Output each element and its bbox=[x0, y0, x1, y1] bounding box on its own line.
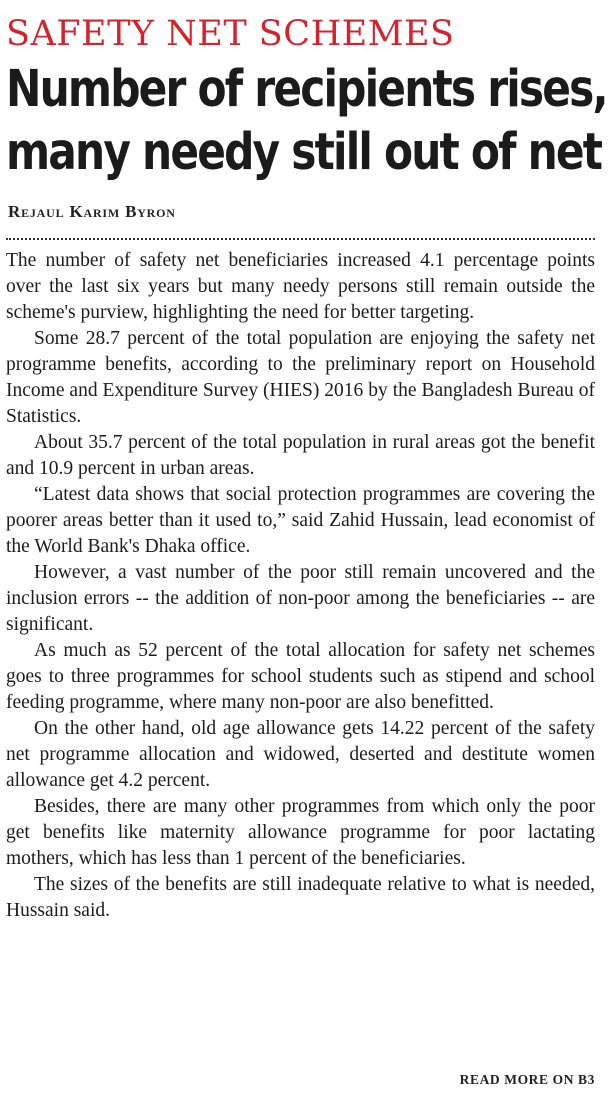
article-body bbox=[6, 248, 595, 924]
paragraph-1: The number of safety net beneficiaries increased 4.1 percentage points over the last six years but many needy persons still remain outside the scheme's purview, highlighting the need for better targeting. bbox=[6, 250, 595, 323]
section-kicker: SAFETY NET SCHEMES bbox=[6, 14, 455, 54]
paragraph-6: As much as 52 percent of the total allocation for safety net schemes goes to three programmes for school students such as stipend and school feeding programme, where many non-poor are also benefitted. bbox=[6, 640, 595, 713]
headline-line-1: Number of recipients rises, bbox=[6, 60, 607, 119]
paragraph-3: About 35.7 percent of the total population in rural areas got the benefit and 10.9 percent in urban areas. bbox=[6, 432, 595, 479]
headline-line-2: many needy still out of net bbox=[6, 123, 602, 182]
paragraph-2: Some 28.7 percent of the total population are enjoying the safety net programme benefits, according to the preliminary report on Household Income and Expenditure Survey (HIES) 2016 by the Bangladesh Bureau of Statistics. bbox=[6, 328, 595, 427]
read-more-link[interactable]: READ MORE ON B3 bbox=[459, 1072, 595, 1087]
paragraph-8: Besides, there are many other programmes from which only the poor get benefits like maternity allowance programme for poor lactating mothers, which has less than 1 percent of the beneficiaries. bbox=[6, 796, 595, 869]
paragraph-7: On the other hand, old age allowance gets 14.22 percent of the safety net programme allocation and widowed, deserted and destitute women allowance get 4.2 percent. bbox=[6, 718, 595, 791]
paragraph-4: “Latest data shows that social protection programmes are covering the poorer areas better than it used to,” said Zahid Hussain, lead economist of the World Bank's Dhaka office. bbox=[6, 484, 595, 557]
paragraph-9: The sizes of the benefits are still inadequate relative to what is needed, Hussain said. bbox=[6, 874, 595, 921]
paragraph-5: However, a vast number of the poor still remain uncovered and the inclusion errors -- the addition of non-poor among the beneficiaries -- are significant. bbox=[6, 562, 595, 635]
byline: Rejaul Karim Byron bbox=[8, 202, 176, 221]
dotted-divider bbox=[6, 238, 595, 240]
